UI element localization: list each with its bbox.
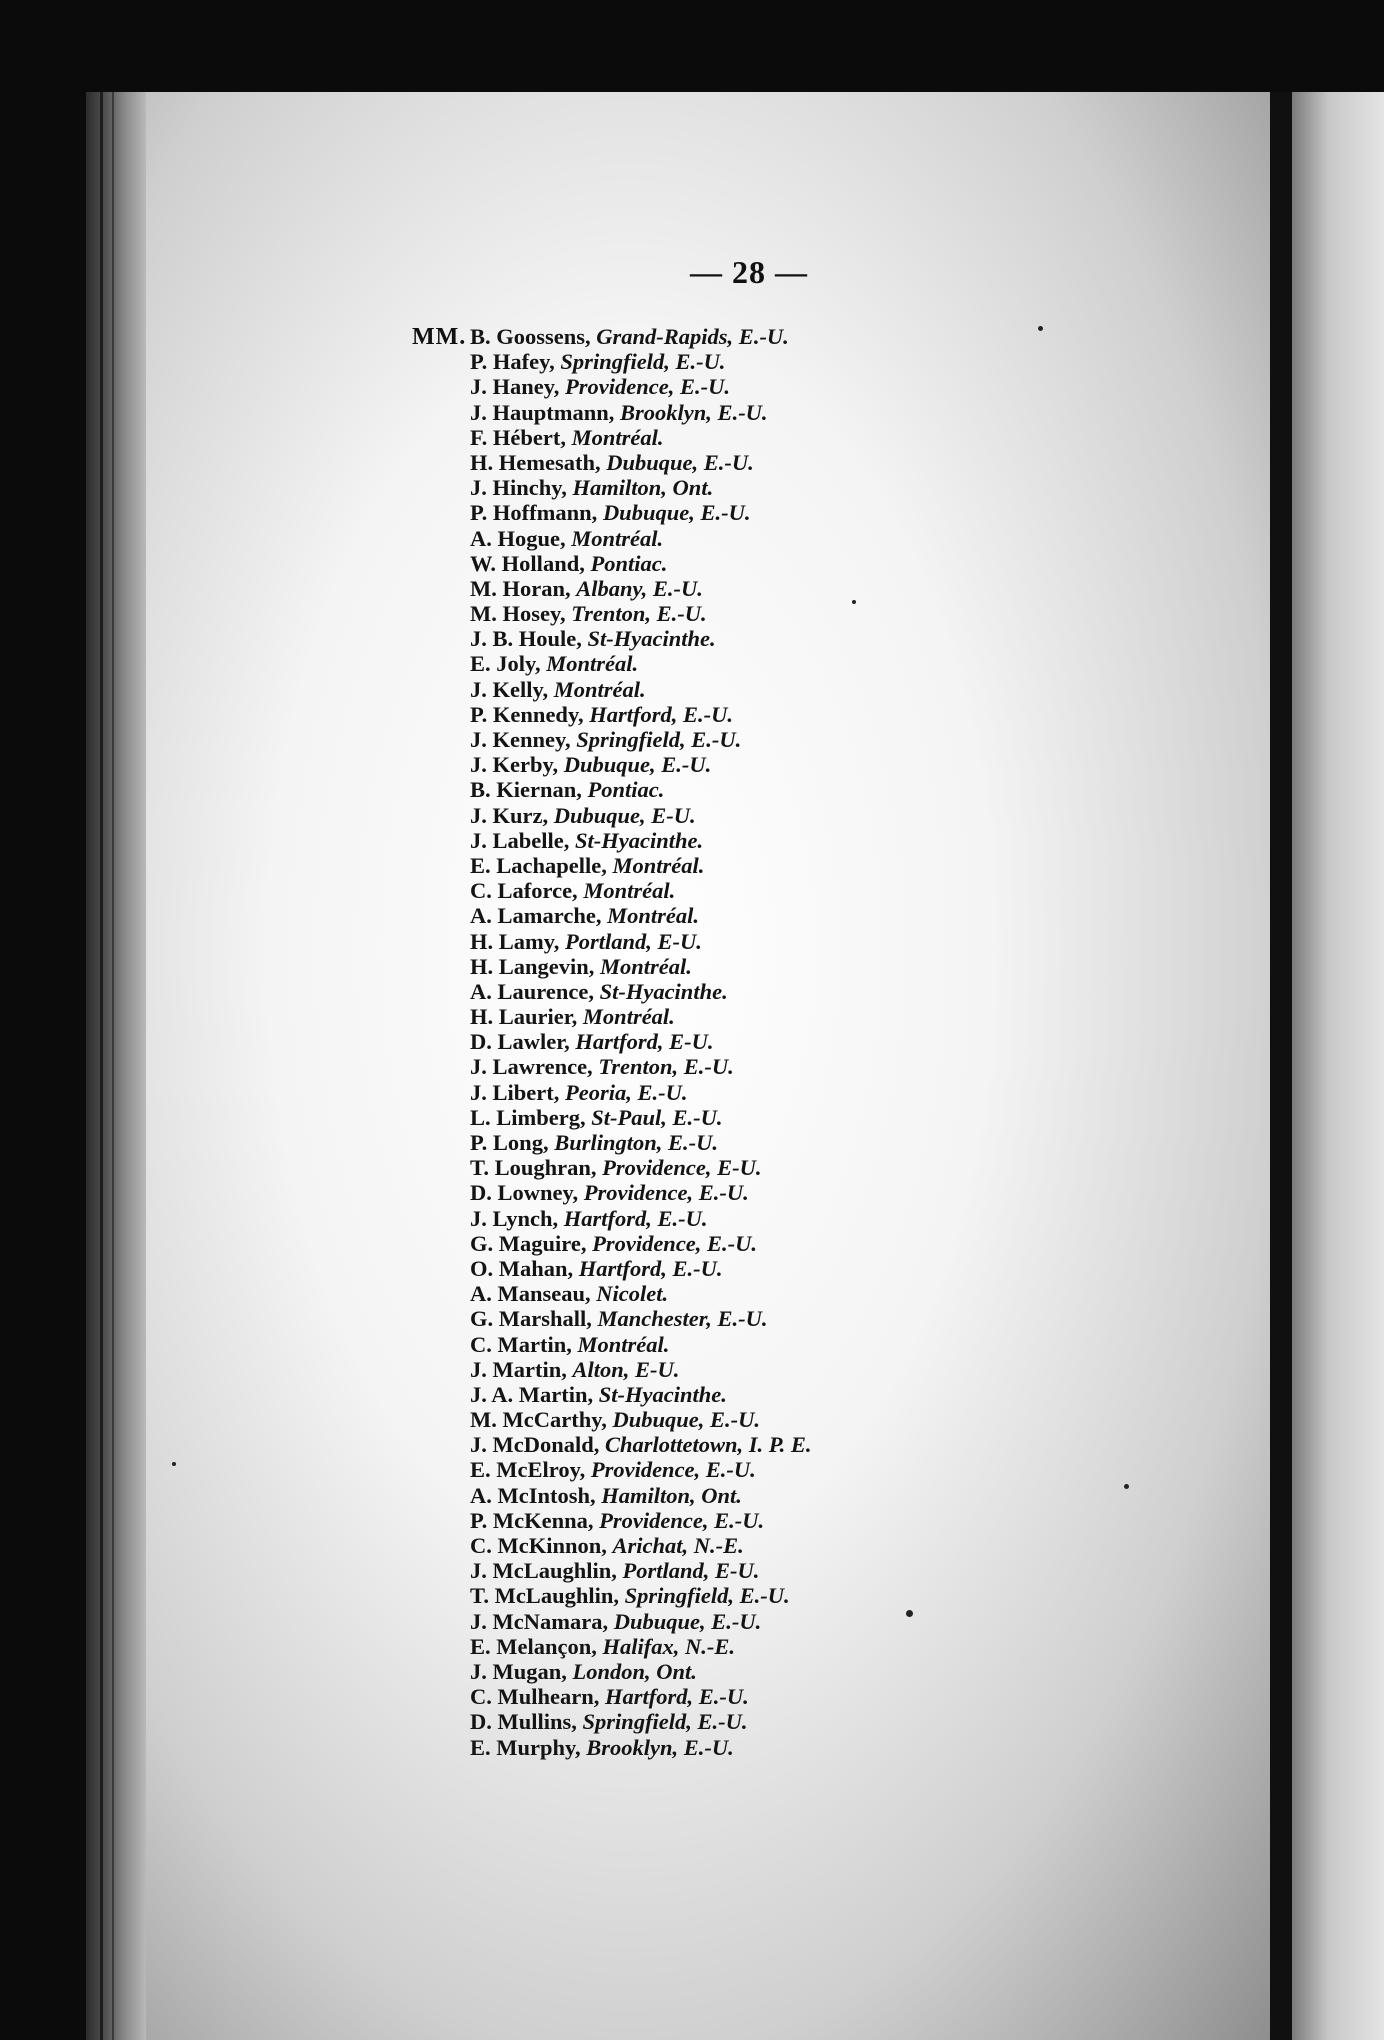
person-location: Hartford, E.-U. — [589, 701, 733, 727]
list-item — [470, 425, 812, 450]
person-name: H. Hemesath, — [470, 449, 601, 475]
person-location: Dubuque, E.-U. — [612, 1407, 760, 1433]
person-name: J. Libert, — [470, 1079, 560, 1105]
list-item — [470, 1457, 812, 1482]
person-name: C. Mulhearn, — [470, 1684, 600, 1710]
list-item — [470, 1332, 812, 1357]
list-item — [470, 374, 812, 399]
person-name: T. Loughran, — [470, 1155, 597, 1181]
person-location: Providence, E-U. — [602, 1155, 762, 1181]
person-location: Montréal. — [546, 651, 639, 677]
person-location: Providence, E.-U. — [590, 1457, 756, 1483]
person-location: Hartford, E.-U. — [563, 1205, 708, 1231]
book-spine — [1270, 92, 1292, 2040]
list-item — [470, 324, 812, 349]
list-item — [470, 1080, 812, 1105]
adjacent-page-edge — [1292, 92, 1384, 2040]
person-name: G. Marshall, — [470, 1306, 592, 1332]
list-item — [470, 803, 812, 828]
list-item — [470, 400, 812, 425]
person-location: London, Ont. — [572, 1658, 697, 1684]
person-name: A. Laurence, — [470, 978, 594, 1004]
person-name: H. Lamy, — [470, 928, 560, 954]
person-location: Brooklyn, E.-U. — [620, 399, 768, 425]
list-item — [470, 929, 812, 954]
person-location: Montréal. — [582, 1004, 675, 1030]
list-item — [470, 1583, 812, 1608]
person-location: Hartford, E-U. — [575, 1029, 714, 1055]
person-location: St-Hyacinthe. — [575, 827, 704, 853]
person-name: J. Kerby, — [470, 752, 559, 778]
list-item — [470, 1004, 812, 1029]
person-name: H. Laurier, — [470, 1004, 578, 1030]
list-item — [470, 1130, 812, 1155]
list-item — [470, 1206, 812, 1231]
print-speck — [1124, 1484, 1129, 1489]
list-item — [470, 702, 812, 727]
list-item — [470, 1735, 812, 1760]
gutter-line — [100, 92, 103, 2040]
person-location: Hamilton, Ont. — [601, 1482, 742, 1508]
person-name: L. Limberg, — [470, 1104, 586, 1130]
list-item — [470, 752, 812, 777]
honorific-prefix: MM. — [412, 324, 467, 350]
person-location: Portland, E-U. — [622, 1558, 760, 1584]
person-location: Montréal. — [600, 953, 692, 979]
list-item — [470, 1483, 812, 1508]
person-name: A. Manseau, — [470, 1281, 591, 1307]
list-item — [470, 651, 812, 676]
person-location: Burlington, E.-U. — [554, 1130, 719, 1155]
person-name: W. Holland, — [470, 550, 585, 576]
person-location: Montréal. — [612, 852, 705, 878]
list-item — [470, 1054, 812, 1079]
person-location: Montréal. — [583, 878, 676, 904]
person-location: Nicolet. — [596, 1281, 669, 1307]
person-name: E. McElroy, — [470, 1457, 586, 1483]
list-item — [470, 1180, 812, 1205]
person-name: J. Lawrence, — [470, 1054, 593, 1080]
list-item — [470, 828, 812, 853]
person-location: Dubuque, E.-U. — [606, 449, 754, 475]
person-name: J. McLaughlin, — [470, 1558, 617, 1584]
print-speck — [852, 600, 856, 604]
person-name: E. Murphy, — [470, 1734, 581, 1760]
person-name: J. Kelly, — [470, 676, 549, 702]
person-location: Trenton, E.-U. — [598, 1054, 734, 1080]
person-location: Charlottetown, I. P. E. — [605, 1432, 812, 1458]
list-item — [470, 1306, 812, 1331]
person-location: Hamilton, Ont. — [572, 475, 714, 501]
person-location: Providence, E.-U. — [565, 374, 730, 400]
person-name: J. McDonald, — [470, 1432, 600, 1458]
person-location: Providence, E.-U. — [592, 1230, 758, 1256]
list-item — [470, 777, 812, 802]
list-item — [470, 677, 812, 702]
person-name: P. Kennedy, — [470, 701, 584, 727]
person-name: P. Hoffmann, — [470, 500, 598, 526]
person-location: Arichat, N.-E. — [612, 1533, 744, 1558]
person-location: Providence, E.-U. — [599, 1507, 765, 1533]
list-item — [470, 1407, 812, 1432]
list-item — [470, 349, 812, 374]
person-name: O. Mahan, — [470, 1255, 574, 1281]
person-location: Providence, E.-U. — [583, 1180, 749, 1206]
person-name: J. Mugan, — [470, 1658, 567, 1684]
person-name: M. McCarthy, — [470, 1407, 607, 1433]
person-location: Trenton, E.-U. — [571, 601, 707, 627]
person-location: Grand-Rapids, E.-U. — [596, 324, 789, 349]
person-location: Pontiac. — [590, 550, 668, 576]
person-name: E. Joly, — [470, 651, 541, 677]
person-location: Brooklyn, E.-U. — [586, 1734, 734, 1760]
person-location: Halifax, N.-E. — [602, 1633, 735, 1659]
list-item — [470, 1709, 812, 1734]
person-name: J. McNamara, — [470, 1608, 609, 1634]
list-item — [470, 954, 812, 979]
gutter-line — [112, 92, 114, 2040]
list-item — [470, 1357, 812, 1382]
list-item — [470, 500, 812, 525]
person-name: P. McKenna, — [470, 1507, 594, 1533]
list-item — [470, 853, 812, 878]
page-number: — 28 — — [690, 254, 808, 290]
list-item — [470, 626, 812, 651]
list-item — [470, 1231, 812, 1256]
person-name: J. A. Martin, — [470, 1381, 594, 1407]
person-location: Alton, E-U. — [572, 1356, 680, 1382]
person-name: A. McIntosh, — [470, 1482, 596, 1508]
person-location: Dubuque, E.-U. — [613, 1608, 762, 1634]
person-location: Springfield, E.-U. — [576, 727, 742, 752]
person-name: J. Haney, — [470, 374, 560, 400]
person-name: J. Hauptmann, — [470, 399, 615, 425]
person-location: Portland, E-U. — [565, 928, 702, 954]
list-item — [470, 1533, 812, 1558]
list-item — [470, 1029, 812, 1054]
name-list — [470, 324, 812, 1760]
person-location: Montréal. — [553, 676, 646, 702]
list-item — [470, 979, 812, 1004]
person-location: St-Hyacinthe. — [599, 978, 728, 1004]
person-name: M. Horan, — [470, 575, 571, 601]
person-name: E. Melançon, — [470, 1633, 597, 1659]
person-name: P. Hafey, — [470, 349, 555, 375]
person-location: Montréal. — [571, 525, 664, 551]
person-name: J. B. Houle, — [470, 626, 582, 652]
person-name: H. Langevin, — [470, 953, 595, 979]
list-item — [470, 551, 812, 576]
person-location: St-Hyacinthe. — [598, 1381, 727, 1407]
person-name: M. Hosey, — [470, 601, 566, 627]
person-location: Springfield, E.-U. — [624, 1583, 790, 1609]
person-location: Dubuque, E.-U. — [602, 500, 751, 526]
person-location: Peoria, E.-U. — [565, 1079, 688, 1105]
person-name: F. Hébert, — [470, 424, 567, 450]
list-item — [470, 1105, 812, 1130]
person-name: A. Hogue, — [470, 525, 566, 551]
print-speck — [906, 1610, 913, 1617]
list-item — [470, 1634, 812, 1659]
person-location: Albany, E.-U. — [576, 575, 703, 601]
person-location: Montréal. — [607, 903, 699, 929]
person-name: B. Kiernan, — [470, 777, 582, 803]
list-item — [470, 903, 812, 928]
person-name: P. Long, — [470, 1130, 549, 1155]
person-location: St-Hyacinthe. — [587, 626, 716, 652]
person-location: Montréal. — [577, 1331, 670, 1357]
list-item — [470, 1382, 812, 1407]
person-location: Montréal. — [571, 424, 664, 450]
list-item — [470, 601, 812, 626]
person-location: St-Paul, E.-U. — [591, 1104, 723, 1130]
person-name: J. Lynch, — [470, 1205, 559, 1231]
print-speck — [172, 1462, 176, 1466]
list-item — [470, 1281, 812, 1306]
person-location: Dubuque, E-U. — [553, 802, 696, 828]
list-item — [470, 1558, 812, 1583]
list-item — [470, 1432, 812, 1457]
person-name: B. Goossens, — [470, 324, 591, 349]
print-speck — [1038, 326, 1043, 331]
person-name: J. Kurz, — [470, 802, 549, 828]
list-item — [470, 1609, 812, 1634]
person-location: Pontiac. — [587, 777, 665, 803]
person-name: G. Maguire, — [470, 1230, 587, 1256]
person-name: J. Kenney, — [470, 727, 571, 752]
list-item — [470, 450, 812, 475]
list-item — [470, 1659, 812, 1684]
list-item — [470, 727, 812, 752]
list-item — [470, 1508, 812, 1533]
person-name: C. McKinnon, — [470, 1533, 607, 1558]
person-location: Hartford, E.-U. — [578, 1255, 723, 1281]
list-item — [470, 1256, 812, 1281]
person-location: Hartford, E.-U. — [605, 1684, 749, 1710]
person-location: Dubuque, E.-U. — [563, 752, 712, 778]
person-location: Springfield, E.-U. — [582, 1709, 748, 1735]
person-name: J. Martin, — [470, 1356, 567, 1382]
person-name: J. Hinchy, — [470, 475, 567, 501]
person-name: E. Lachapelle, — [470, 852, 607, 878]
list-item — [470, 1155, 812, 1180]
person-name: D. Mullins, — [470, 1709, 577, 1735]
person-name: C. Martin, — [470, 1331, 572, 1357]
person-location: Springfield, E.-U. — [560, 349, 726, 375]
person-location: Manchester, E.-U. — [597, 1306, 768, 1332]
list-item — [470, 576, 812, 601]
person-name: C. Laforce, — [470, 878, 578, 904]
list-item — [470, 878, 812, 903]
person-name: A. Lamarche, — [470, 903, 602, 929]
person-name: T. McLaughlin, — [470, 1583, 619, 1609]
person-name: D. Lowney, — [470, 1180, 579, 1206]
person-name: D. Lawler, — [470, 1029, 570, 1055]
person-name: J. Labelle, — [470, 827, 570, 853]
list-item — [470, 475, 812, 500]
page-gutter-shadow — [86, 92, 146, 2040]
list-item — [470, 1684, 812, 1709]
list-item — [470, 526, 812, 551]
